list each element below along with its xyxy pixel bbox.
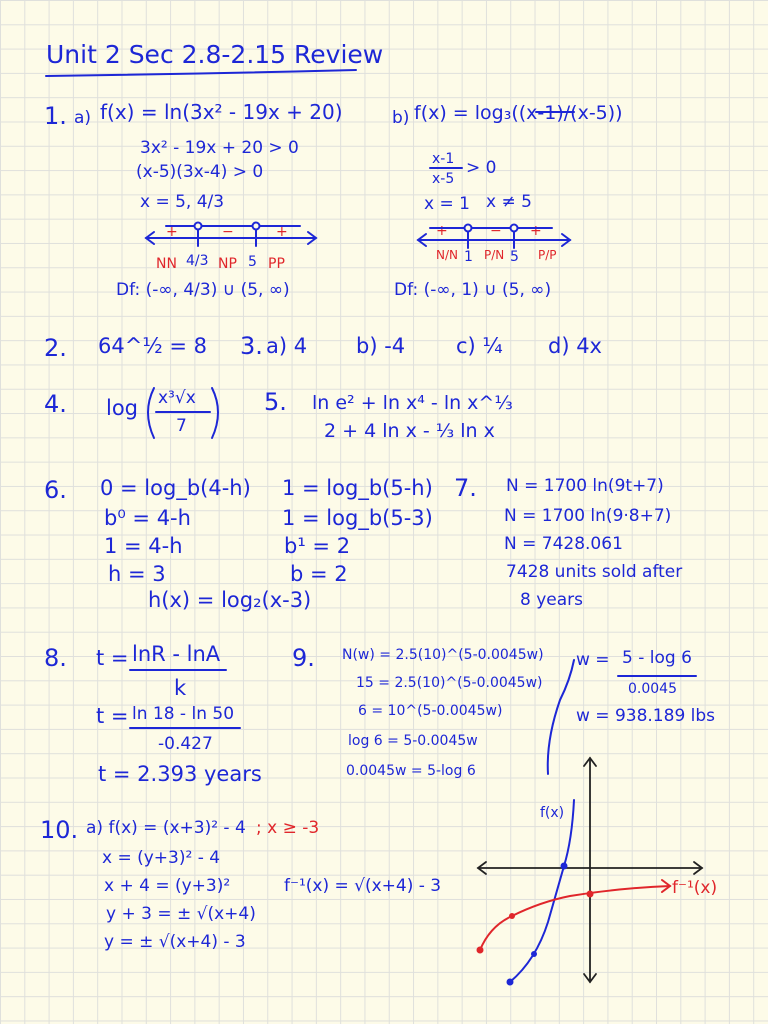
problem-1b-sign-2: − xyxy=(490,223,502,239)
graph-inverse-curve xyxy=(480,886,670,950)
title-underline xyxy=(46,70,356,76)
problem-6-col2-line-2: 1 = log_b(5-3) xyxy=(282,506,433,530)
problem-4-log: log xyxy=(106,396,139,420)
problem-9-line-3: 6 = 10^(5-0.0045w) xyxy=(358,703,503,719)
graph-f-intercept xyxy=(561,863,568,870)
problem-1a-sign-1: + xyxy=(166,224,178,240)
problem-3d-answer: d) 4x xyxy=(548,334,602,358)
problem-10-line-2: x + 4 = (y+3)² xyxy=(104,876,231,896)
problem-1a-line-2: (x-5)(3x-4) > 0 xyxy=(136,162,264,182)
problem-9-line-4: log 6 = 5-0.0045w xyxy=(348,733,478,749)
graph-f-point xyxy=(531,951,537,957)
problem-6-col2-line-1: 1 = log_b(5-h) xyxy=(282,476,433,500)
problem-6-col1-line-2: b⁰ = 4-h xyxy=(104,506,191,530)
problem-3b-answer: b) -4 xyxy=(356,334,406,358)
problem-1b-marker-nn: N/N xyxy=(436,248,458,262)
problem-9-line-5: 0.0045w = 5-log 6 xyxy=(346,763,476,779)
problem-10a-restriction: ; x ≥ -3 xyxy=(256,818,320,838)
problem-6-number: 6. xyxy=(44,476,67,504)
problem-1a-marker-root-2: 5 xyxy=(248,254,257,270)
problem-4-left-paren xyxy=(148,388,154,438)
problem-3a-answer: a) 4 xyxy=(266,334,308,358)
problem-3-number: 3. xyxy=(240,332,263,360)
problem-10-number: 10. xyxy=(40,816,79,844)
problem-10a-function: a) f(x) = (x+3)² - 4 xyxy=(86,818,246,838)
graph-label-inverse: f⁻¹(x) xyxy=(672,878,718,898)
problem-9-number: 9. xyxy=(292,644,315,672)
problem-8-t-equals-1: t = xyxy=(96,646,129,670)
problem-1a-line-3: x = 5, 4/3 xyxy=(140,192,225,212)
graph-label-f: f(x) xyxy=(540,805,565,821)
problem-1b-marker-pp: P/P xyxy=(538,248,557,262)
problem-6-col2-line-4: b = 2 xyxy=(290,562,348,586)
problem-6-result: h(x) = log₂(x-3) xyxy=(148,588,312,612)
problem-1a-sign-3: + xyxy=(276,224,288,240)
problem-4-right-paren xyxy=(212,388,218,438)
problem-1b-marker-root-2: 5 xyxy=(510,249,519,265)
problem-10-line-3: y + 3 = ± √(x+4) xyxy=(106,904,256,924)
problem-7-number: 7. xyxy=(454,474,477,502)
problem-8-t-equals-2: t = xyxy=(96,704,129,728)
problem-6-col2-line-3: b¹ = 2 xyxy=(284,534,351,558)
graph-inverse-intercept xyxy=(587,891,594,898)
problem-1b-sign-3: + xyxy=(530,223,542,239)
problem-2-answer: 64^½ = 8 xyxy=(98,334,207,358)
problem-8-fraction-2-denominator: -0.427 xyxy=(158,734,213,754)
problem-1a-marker-root-1: 4/3 xyxy=(186,253,209,269)
problem-4-numerator: x³√x xyxy=(158,388,196,408)
problem-9-bracket xyxy=(548,660,574,774)
problem-1a-label: a) xyxy=(74,108,92,128)
problem-8-number: 8. xyxy=(44,644,67,672)
graph-f-endpoint xyxy=(507,979,514,986)
problem-1b-fraction-numerator: x-1 xyxy=(432,151,455,167)
problem-1b-marker-root-1: 1 xyxy=(464,249,473,265)
problem-9-w-denominator: 0.0045 xyxy=(628,681,677,697)
problem-1a-marker-np: NP xyxy=(218,256,237,272)
problem-10-line-4: y = ± √(x+4) - 3 xyxy=(104,932,246,952)
problem-10-line-1: x = (y+3)² - 4 xyxy=(102,848,221,868)
problem-1b-roots: x = 1 xyxy=(424,194,470,214)
graph-f-curve xyxy=(510,800,574,982)
problem-3c-answer: c) ¼ xyxy=(456,334,503,358)
problem-1a-line-1: 3x² - 19x + 20 > 0 xyxy=(140,138,299,158)
problem-1a-domain: Df: (-∞, 4/3) ∪ (5, ∞) xyxy=(116,280,290,300)
problem-9-w-equals: w = xyxy=(576,650,610,670)
problem-1a-marker-nn: NN xyxy=(156,256,177,272)
problem-8-fraction-2-numerator: ln 18 - ln 50 xyxy=(132,704,235,724)
problem-6-col1-line-3: 1 = 4-h xyxy=(104,534,183,558)
problem-1b-inequality: > 0 xyxy=(466,158,497,178)
problem-1b-function: f(x) = log₃((x-1)/(x-5)) xyxy=(414,102,623,124)
graph-inverse-point xyxy=(509,913,515,919)
problem-6-col1-line-4: h = 3 xyxy=(108,562,166,586)
inverse-function-graph xyxy=(477,758,703,986)
problem-7-line-4: 7428 units sold after xyxy=(506,562,683,582)
problem-1b-domain: Df: (-∞, 1) ∪ (5, ∞) xyxy=(394,280,552,300)
problem-4-number: 4. xyxy=(44,390,67,418)
problem-5-line-2: 2 + 4 ln x - ⅓ ln x xyxy=(324,420,495,442)
problem-7-line-2: N = 1700 ln(9·8+7) xyxy=(504,506,672,526)
problem-1b-exclusion: x ≠ 5 xyxy=(486,192,532,212)
problem-10-inverse: f⁻¹(x) = √(x+4) - 3 xyxy=(284,876,442,896)
problem-2-number: 2. xyxy=(44,334,67,362)
problem-6-col1-line-1: 0 = log_b(4-h) xyxy=(100,476,251,500)
problem-9-line-2: 15 = 2.5(10)^(5-0.0045w) xyxy=(356,675,543,691)
problem-1b-label: b) xyxy=(392,108,410,128)
problem-7-line-5: 8 years xyxy=(520,590,584,610)
problem-1-number: 1. xyxy=(44,102,67,130)
problem-9-line-1: N(w) = 2.5(10)^(5-0.0045w) xyxy=(342,647,544,663)
problem-1b-sign-1: + xyxy=(436,223,448,239)
problem-1a-marker-pp: PP xyxy=(268,256,285,272)
problem-8-result: t = 2.393 years xyxy=(98,762,262,786)
problem-5-number: 5. xyxy=(264,388,287,416)
problem-7-line-3: N = 7428.061 xyxy=(504,534,623,554)
problem-8-fraction-1-numerator: lnR - lnA xyxy=(132,642,221,666)
problem-5-line-1: ln e² + ln x⁴ - ln x^⅓ xyxy=(312,392,513,414)
problem-1b-fraction-denominator: x-5 xyxy=(432,171,455,187)
graph-inverse-endpoint xyxy=(477,947,484,954)
page-title: Unit 2 Sec 2.8-2.15 Review xyxy=(46,40,384,69)
problem-1a-function: f(x) = ln(3x² - 19x + 20) xyxy=(100,100,343,124)
problem-9-w-numerator: 5 - log 6 xyxy=(622,648,692,668)
problem-7-line-1: N = 1700 ln(9t+7) xyxy=(506,476,664,496)
problem-4-denominator: 7 xyxy=(176,416,187,436)
problem-1b-marker-pn: P/N xyxy=(484,248,505,262)
problem-9-w-result: w = 938.189 lbs xyxy=(576,706,716,726)
problem-1a-sign-2: − xyxy=(222,224,234,240)
problem-8-fraction-1-denominator: k xyxy=(174,676,187,700)
